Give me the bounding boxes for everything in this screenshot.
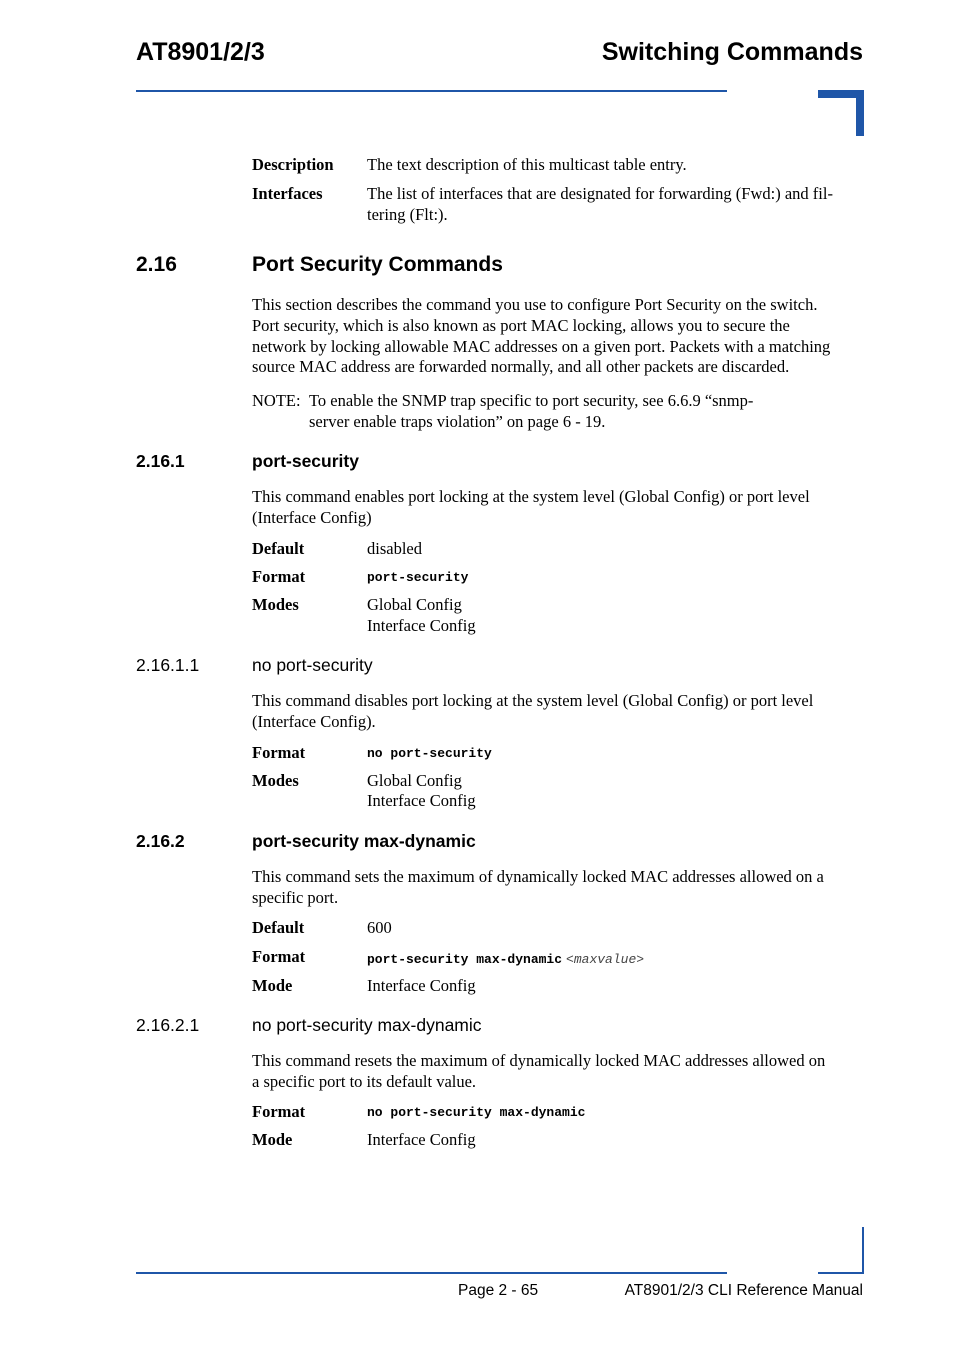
section-2-16-1-1-number: 2.16.1.1 <box>136 655 200 675</box>
footer-rule <box>136 1272 727 1274</box>
section-2-16-number: 2.16 <box>136 253 177 276</box>
format-label: Format <box>252 567 306 586</box>
section-2-16-2-para-line: This command sets the maximum of dynamically locked MAC addresses allowed on a <box>252 867 824 886</box>
mode-value: Interface Config <box>367 1130 476 1149</box>
note-text-line: server enable traps violation” on page 6 - 19. <box>309 412 606 431</box>
header-product-title: AT8901/2/3 <box>136 38 265 66</box>
format-label: Format <box>252 947 306 966</box>
section-2-16-2-title: port-security max-dynamic <box>252 831 476 851</box>
section-2-16-2-1-para-line: This command resets the maximum of dynamically locked MAC addresses allowed on <box>252 1051 826 1070</box>
footer-manual-title: AT8901/2/3 CLI Reference Manual <box>624 1282 863 1299</box>
format-label: Format <box>252 743 306 762</box>
modes-value: Global Config <box>367 595 462 614</box>
format-command: port-security <box>367 570 469 585</box>
section-2-16-2-para-line: specific port. <box>252 888 339 907</box>
modes-value: Interface Config <box>367 791 476 810</box>
mode-label: Mode <box>252 976 293 995</box>
section-2-16-1-number: 2.16.1 <box>136 451 185 471</box>
header-chapter-title: Switching Commands <box>601 38 863 66</box>
description-label: Description <box>252 155 334 174</box>
interfaces-value-line2: tering (Flt:). <box>367 205 448 224</box>
header-corner-mark <box>818 90 864 136</box>
mode-value: Interface Config <box>367 976 476 995</box>
section-2-16-para-line: Port security, which is also known as port MAC locking, allows you to secure the <box>252 316 790 335</box>
section-2-16-para-line: network by locking allowable MAC addresses on a given port. Packets with a matching <box>252 337 831 356</box>
section-2-16-para-line: This section describes the command you use to configure Port Security on the switch. <box>252 295 818 314</box>
footer-page-number: Page 2 - 65 <box>458 1282 539 1299</box>
footer-corner-mark-side <box>862 1227 864 1274</box>
section-2-16-title: Port Security Commands <box>252 253 503 276</box>
section-2-16-1-1-title: no port-security <box>252 655 373 675</box>
default-label: Default <box>252 539 305 558</box>
section-2-16-2-1-number: 2.16.2.1 <box>136 1015 200 1035</box>
interfaces-value-line1: The list of interfaces that are designated for forwarding (Fwd:) and fil- <box>367 184 833 203</box>
section-2-16-para-line: source MAC address are forwarded normally, and all other packets are discarded. <box>252 357 790 376</box>
format-command: port-security max-dynamic <box>367 952 563 967</box>
section-2-16-2-1-para-line: a specific port to its default value. <box>252 1072 477 1091</box>
note-text-line: To enable the SNMP trap specific to port security, see 6.6.9 “snmp- <box>309 391 754 410</box>
section-2-16-1-title: port-security <box>252 451 359 471</box>
modes-label: Modes <box>252 771 299 790</box>
format-command: no port-security <box>367 746 492 761</box>
section-2-16-2-1-title: no port-security max-dynamic <box>252 1015 482 1035</box>
modes-value: Interface Config <box>367 616 476 635</box>
format-parameter: <maxvalue> <box>566 952 645 967</box>
default-value: disabled <box>367 539 422 558</box>
section-2-16-1-para-line: This command enables port locking at the system level (Global Config) or port level <box>252 487 810 506</box>
modes-value: Global Config <box>367 771 462 790</box>
modes-label: Modes <box>252 595 299 614</box>
note-label: NOTE: <box>252 391 301 410</box>
default-value: 600 <box>367 918 392 937</box>
footer-corner-mark-bottom <box>818 1272 864 1274</box>
section-2-16-1-para-line: (Interface Config) <box>252 508 372 527</box>
description-value: The text description of this multicast table entry. <box>367 155 687 174</box>
format-label: Format <box>252 1102 306 1121</box>
format-command: no port-security max-dynamic <box>367 1105 586 1120</box>
section-2-16-2-number: 2.16.2 <box>136 831 185 851</box>
section-2-16-1-1-para-line: (Interface Config). <box>252 712 376 731</box>
header-rule <box>136 90 727 92</box>
format-command-line <box>367 950 644 968</box>
interfaces-label: Interfaces <box>252 184 323 203</box>
default-label: Default <box>252 918 305 937</box>
mode-label: Mode <box>252 1130 293 1149</box>
section-2-16-1-1-para-line: This command disables port locking at the system level (Global Config) or port level <box>252 691 814 710</box>
